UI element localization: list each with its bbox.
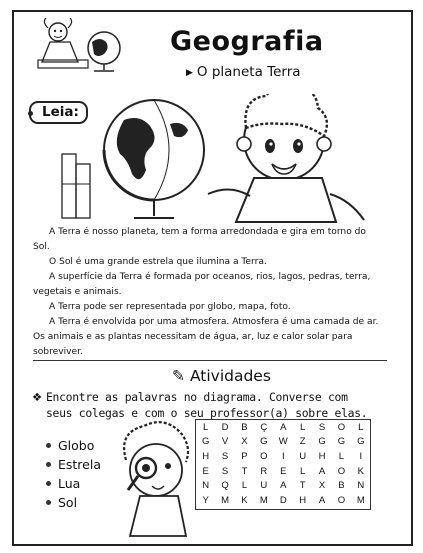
grid-cell[interactable]: T xyxy=(299,480,306,492)
grid-cell[interactable]: E xyxy=(202,465,209,477)
grid-cell[interactable]: N xyxy=(202,480,210,492)
activities-heading xyxy=(172,367,271,385)
reading-paragraph xyxy=(33,270,383,300)
activity-instruction xyxy=(32,389,376,421)
grid-cell[interactable]: P xyxy=(241,450,248,462)
activities-title: Atividades xyxy=(189,367,271,385)
grid-cell[interactable]: B xyxy=(338,480,345,492)
grid-cell[interactable]: D xyxy=(279,494,287,506)
grid-cell[interactable]: L xyxy=(338,450,345,462)
grid-cell[interactable]: U xyxy=(299,450,307,462)
grid-cell[interactable]: I xyxy=(359,450,363,462)
grid-cell[interactable]: H xyxy=(318,450,326,462)
paragraph-4: A Terra pode ser representada por globo, mapa, foto. xyxy=(49,302,291,312)
grid-cell[interactable]: N xyxy=(357,480,365,492)
grid-row xyxy=(196,478,371,493)
grid-cell[interactable]: L xyxy=(358,421,364,433)
reading-paragraph xyxy=(33,225,383,255)
grid-cell[interactable]: R xyxy=(260,465,268,477)
instruction-text: Encontre as palavras no diagrama. Converse com seus colegas e com o seu professor(a) sobre elas. xyxy=(46,390,368,420)
word-search-grid xyxy=(196,420,371,508)
globe-and-boy-illustration xyxy=(58,94,378,226)
grid-cell[interactable]: Ç xyxy=(260,421,268,433)
child-with-globe-illustration xyxy=(30,18,128,76)
grid-cell[interactable]: W xyxy=(278,436,288,448)
grid-cell[interactable]: E xyxy=(280,465,287,477)
grid-row xyxy=(196,449,371,464)
grid-row xyxy=(196,493,371,508)
word-sol: Sol xyxy=(58,495,78,510)
grid-cell[interactable]: L xyxy=(300,465,306,477)
grid-cell[interactable]: K xyxy=(357,465,364,477)
subtitle-text: O planeta Terra xyxy=(196,64,301,80)
speech-dot-icon xyxy=(28,111,33,116)
grid-cell[interactable]: A xyxy=(318,465,326,477)
paragraph-2: O Sol é uma grande estrela que ilumina a Terra. xyxy=(49,257,267,267)
grid-cell[interactable]: K xyxy=(241,494,248,506)
bullet-icon xyxy=(46,481,51,486)
grid-cell[interactable]: L xyxy=(241,480,248,492)
grid-cell[interactable]: T xyxy=(241,465,248,477)
grid-cell[interactable]: G xyxy=(202,436,210,448)
paragraph-5: A Terra é envolvida por uma atmosfera. Atmosfera é uma camada de ar. Os animais e as plantas necessitam de água, ar, luz e calor solar para sobreviver. xyxy=(33,317,379,358)
bullet-icon xyxy=(46,500,51,505)
list-item xyxy=(46,474,101,493)
triangle-right-icon: ▶ xyxy=(186,68,193,78)
grid-cell[interactable]: U xyxy=(260,480,268,492)
grid-cell[interactable]: Z xyxy=(299,436,306,448)
grid-cell[interactable]: B xyxy=(241,421,248,433)
grid-cell[interactable]: A xyxy=(280,480,287,492)
grid-cell[interactable]: S xyxy=(221,465,229,477)
grid-cell[interactable]: M xyxy=(259,494,268,506)
paragraph-3: A superfície da Terra é formada por oceanos, rios, lagos, pedras, terra, vegetais e animais. xyxy=(33,272,371,298)
grid-cell[interactable]: Q xyxy=(221,480,229,492)
section-divider xyxy=(33,360,387,361)
grid-cell[interactable]: M xyxy=(356,494,365,506)
reading-paragraph xyxy=(33,255,383,270)
grid-cell[interactable]: G xyxy=(318,436,326,448)
grid-cell[interactable]: V xyxy=(221,436,229,448)
word-lua: Lua xyxy=(58,476,81,491)
grid-cell[interactable]: L xyxy=(203,421,209,433)
read-label: Leia: xyxy=(42,104,79,120)
grid-row xyxy=(196,435,371,450)
page-title: Geografia xyxy=(170,26,324,57)
girl-with-magnifier-illustration xyxy=(116,420,194,538)
grid-cell[interactable]: O xyxy=(337,494,346,506)
grid-cell[interactable]: M xyxy=(221,494,230,506)
grid-cell[interactable]: A xyxy=(280,421,287,433)
grid-row xyxy=(196,464,371,479)
page-subtitle xyxy=(186,64,301,80)
word-globo: Globo xyxy=(58,438,95,453)
grid-cell[interactable]: S xyxy=(318,421,326,433)
grid-cell[interactable]: X xyxy=(241,436,248,448)
grid-cell[interactable]: O xyxy=(337,421,346,433)
grid-cell[interactable]: D xyxy=(221,421,229,433)
bullet-icon xyxy=(46,443,51,448)
grid-cell[interactable]: L xyxy=(300,421,306,433)
word-estrela: Estrela xyxy=(58,457,101,472)
grid-cell[interactable]: G xyxy=(260,436,268,448)
list-item xyxy=(46,455,101,474)
bullet-icon xyxy=(46,462,51,467)
grid-cell[interactable]: G xyxy=(357,436,365,448)
word-list xyxy=(46,436,101,512)
grid-cell[interactable]: G xyxy=(337,436,346,448)
grid-row xyxy=(196,420,371,435)
grid-cell[interactable]: Y xyxy=(202,494,209,506)
list-item xyxy=(46,436,101,455)
list-item xyxy=(46,493,101,512)
diamond-bullet-icon: ❖ xyxy=(32,390,42,404)
grid-cell[interactable]: A xyxy=(318,494,326,506)
grid-cell[interactable]: O xyxy=(260,450,268,462)
reading-paragraph xyxy=(33,315,383,361)
grid-cell[interactable]: O xyxy=(337,465,346,477)
grid-cell[interactable]: I xyxy=(281,450,285,462)
grid-cell[interactable]: H xyxy=(299,494,307,506)
grid-cell[interactable]: S xyxy=(221,450,229,462)
reading-paragraph xyxy=(33,300,383,315)
grid-cell[interactable]: H xyxy=(202,450,210,462)
pencil-icon: ✎ xyxy=(172,367,185,385)
grid-cell[interactable]: X xyxy=(318,480,326,492)
paragraph-1: A Terra é nosso planeta, tem a forma arredondada e gira em torno do Sol. xyxy=(33,227,366,253)
